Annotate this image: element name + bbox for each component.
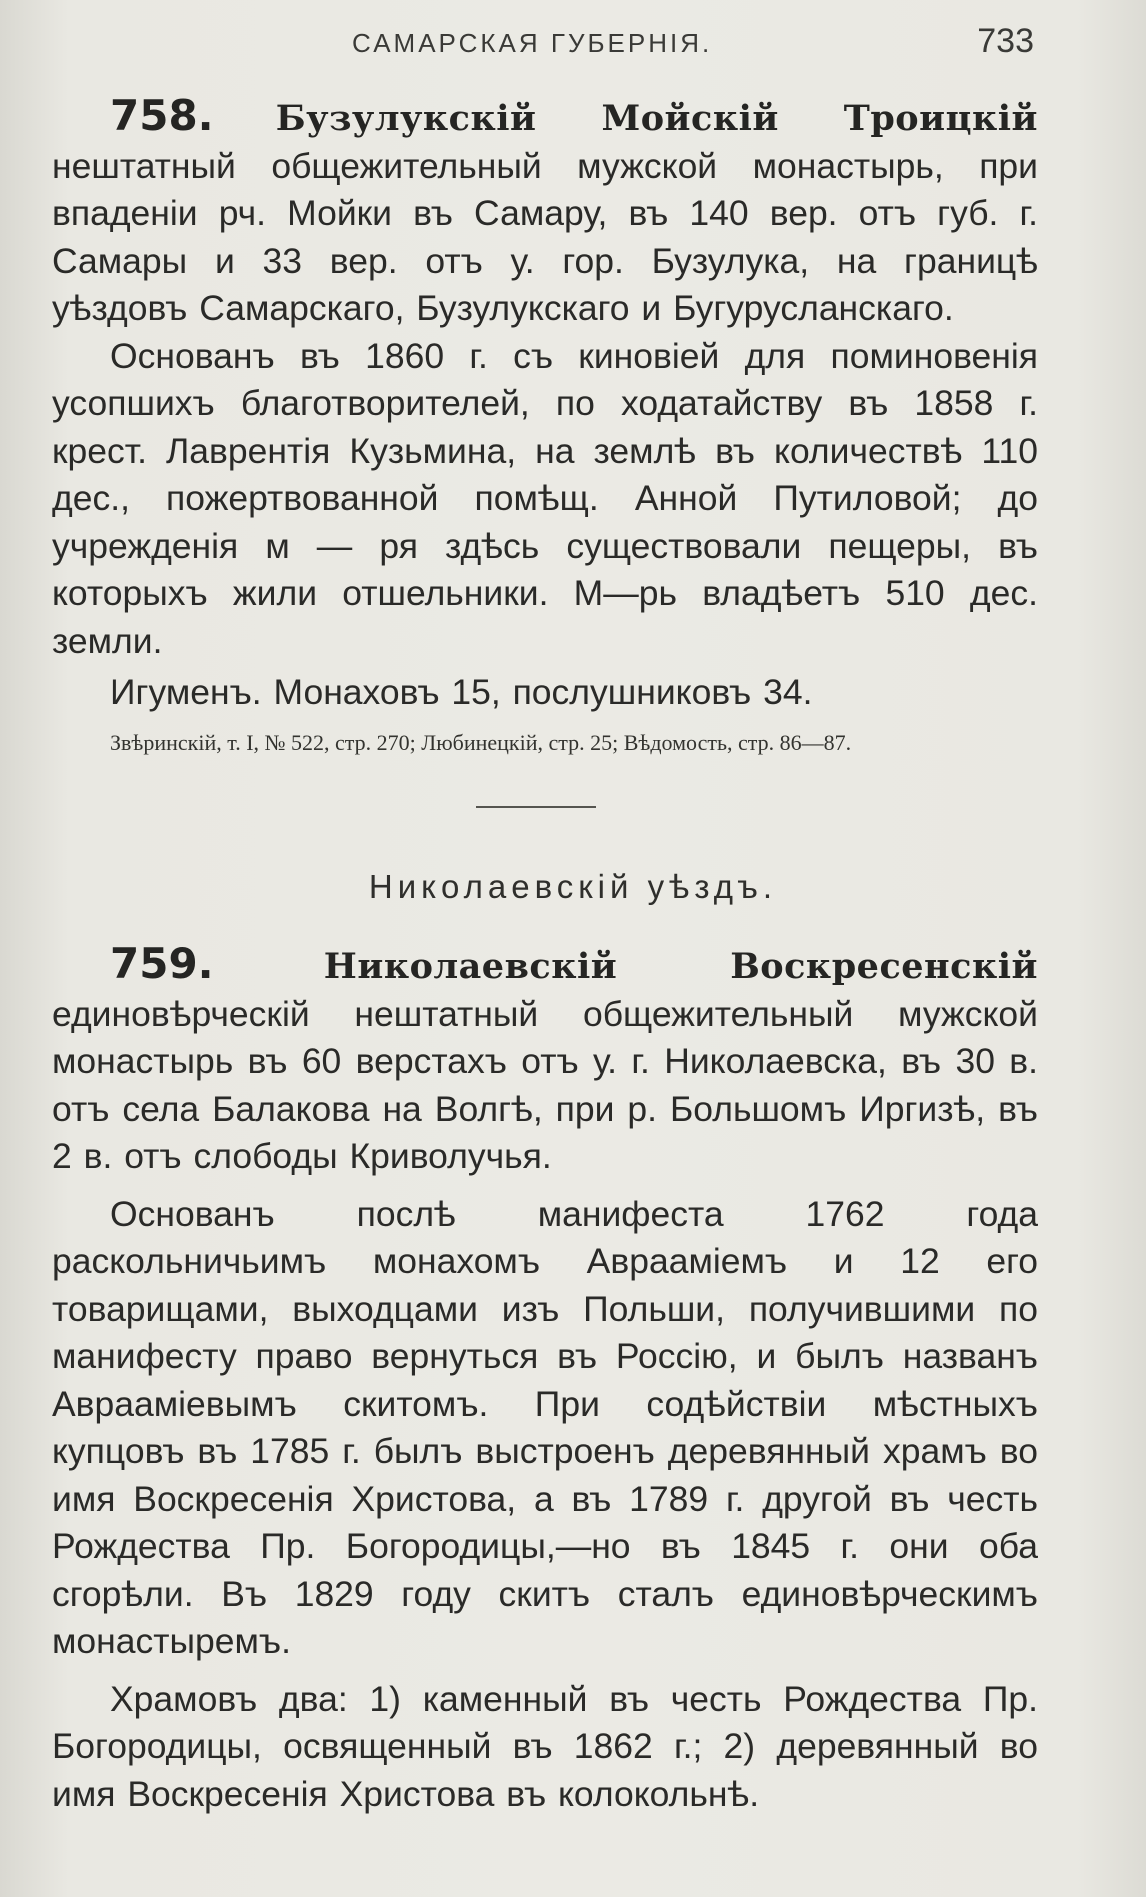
entry-758-history: Основанъ въ 1860 г. съ киновіей для поминовенія усопшихъ благотворителей, по ходатайству въ 1858 г. крест. Лаврентія Кузьмина, на землѣ въ количествѣ 110 дес., пожертвованной помѣщ. Анной Путиловой; до учрежденія м — ря здѣсь существовали пещеры, въ которыхъ жили отшельники. М—рь владѣетъ 510 дес. земли.: [52, 335, 1038, 661]
entry-758-intro: нештатный общежительный мужской монастырь, при впаденіи рч. Мойки въ Самару, въ 140 вер. отъ губ. г. Самары и 33 вер. отъ у. гор. Бузулука, на границѣ уѣздовъ Самарскаго, Бузулукскаго и Бугурусланскаго.: [52, 145, 1038, 328]
entry-759-intro-paragraph: [52, 940, 1038, 1181]
entry-759-title: Николаевскій Воскресенскій: [323, 946, 1038, 987]
section-divider: [476, 806, 596, 808]
page-number: 733: [977, 22, 1034, 60]
entry-759-number: 759.: [110, 939, 214, 988]
entry-758: [52, 92, 1038, 759]
entry-758-title: Бузулукскій Мойскій Троицкій: [275, 98, 1038, 139]
entry-759-intro: единовѣрческій нештатный общежительный мужской монастырь въ 60 верстахъ отъ у. г. Николаевска, въ 30 в. отъ села Балакова на Волгѣ, при р. Большомъ Иргизѣ, въ 2 в. отъ слободы Криволучья.: [52, 993, 1038, 1176]
entry-758-references: Звѣринскій, т. I, № 522, стр. 270; Любинецкій, стр. 25; Вѣдомость, стр. 86—87.: [110, 729, 852, 755]
entry-758-staff: Игуменъ. Монаховъ 15, послушниковъ 34.: [110, 672, 813, 712]
running-title: САМАРСКАЯ ГУБЕРНІЯ.: [352, 28, 713, 58]
entry-759-churches: Храмовъ два: 1) каменный въ честь Рождества Пр. Богородицы, освященный въ 1862 г.; 2) деревянный во имя Воскресенія Христова въ колокольнѣ.: [52, 1678, 1038, 1814]
entry-758-number: 758.: [110, 91, 214, 140]
entry-759-history: Основанъ послѣ манифеста 1762 года раскольничьимъ монахомъ Авраамiемъ и 12 его товарищами, выходцами изъ Польши, получившими по манифесту право вернуться въ Россію, и былъ названъ Авраамiевымъ скитомъ. При содѣйствіи мѣстныхъ купцовъ въ 1785 г. былъ выстроенъ деревянный храмъ во имя Воскресенія Христова, а въ 1789 г. другой въ честь Рождества Пр. Богородицы,—но въ 1845 г. они оба сгорѣли. Въ 1829 году скитъ сталъ единовѣрческимъ монастыремъ.: [52, 1193, 1038, 1661]
entry-759: [52, 940, 1038, 1818]
district-heading: Николаевскій уѣздъ.: [368, 868, 778, 905]
entry-758-intro-paragraph: [52, 92, 1038, 333]
page-header: [0, 22, 1146, 62]
